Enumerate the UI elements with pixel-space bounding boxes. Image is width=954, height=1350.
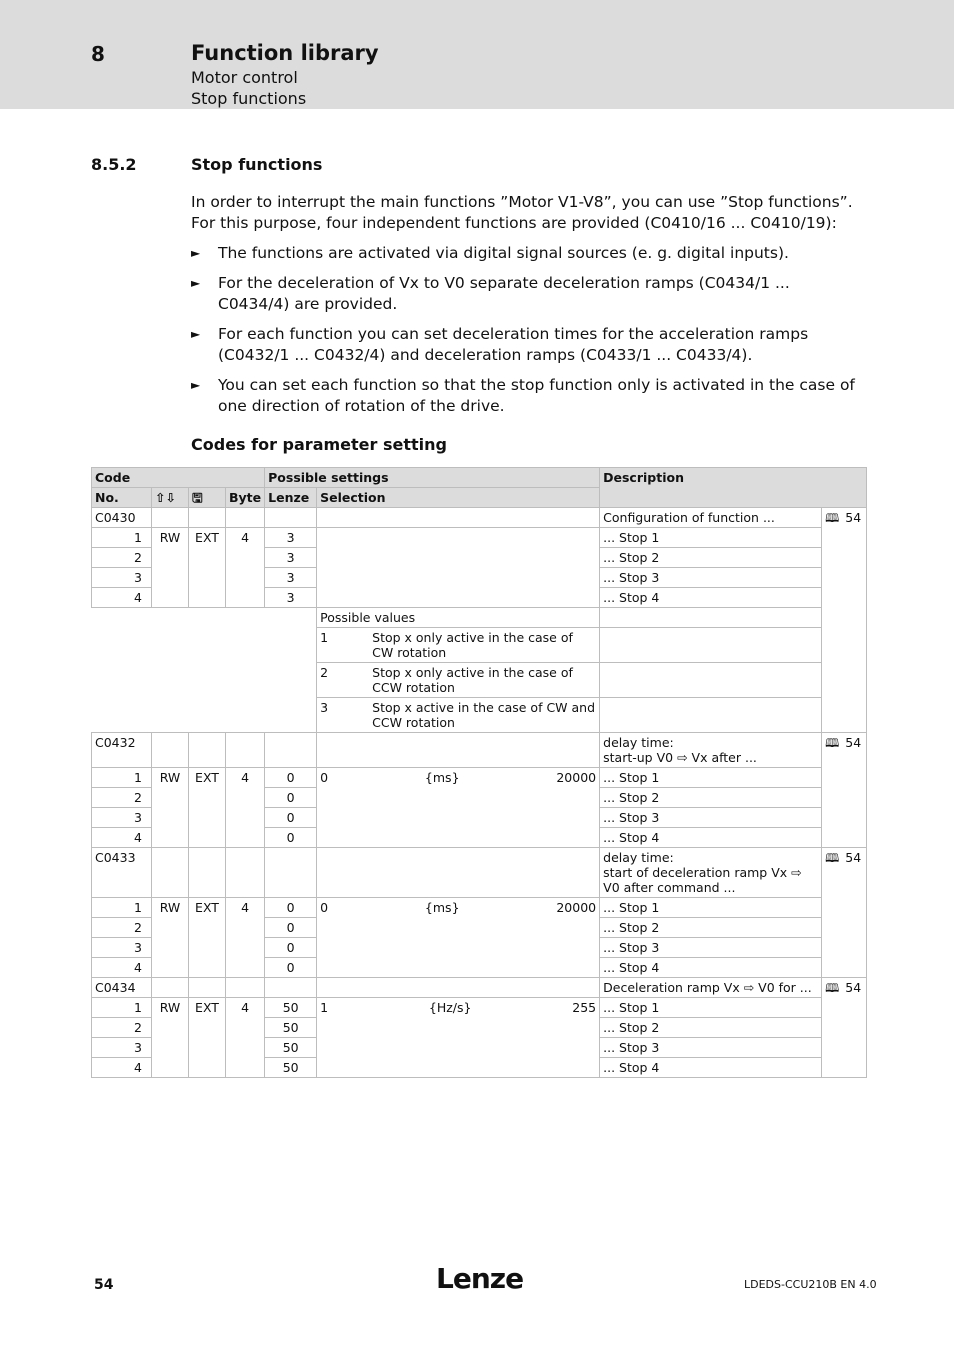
table-row: 2 Stop x only active in the case of CCW rotation [92,663,867,698]
list-item [191,375,866,417]
possible-values-label: Possible values [317,608,600,628]
table-row: 1 RW EXT 4 3 ... Stop 1 [92,528,867,548]
table-row: 4 0 ... Stop 4 [92,958,867,978]
triangle-bullet-icon: ► [191,276,201,290]
table-row: 1 RW EXT 4 50 1 {Hz/s} 255 ... Stop 1 [92,998,867,1018]
code-cell: C0434 [92,978,152,998]
description-cell: delay time: start-up V0 ⇨ Vx after ... [600,733,822,768]
parameter-table [91,467,867,1078]
col-header-possible-settings: Possible settings [265,468,600,488]
col-header-code: Code [92,468,265,488]
page-number: 54 [94,1277,114,1293]
bullet-text: For the deceleration of Vx to V0 separate deceleration ramps (C0434/1 ... C0434/4) are provided. [218,274,790,313]
table-row: 1 RW EXT 4 0 0 {ms} 20000 ... Stop 1 [92,768,867,788]
table-row [92,608,867,628]
table-row: 3 0 ... Stop 3 [92,938,867,958]
description-cell: delay time: start of deceleration ramp Vx ⇨ V0 after command ... [600,848,822,898]
triangle-bullet-icon: ► [191,378,201,392]
col-header-description: Description [600,468,867,508]
lenze-logo: Lenze [436,1262,524,1295]
table-row: 3 Stop x active in the case of CW and CCW rotation [92,698,867,733]
chapter-subtitle-2: Stop functions [191,89,307,108]
table-row: 3 3 ... Stop 3 [92,568,867,588]
book-icon: 🕮 [825,511,840,525]
col-header-selection: Selection [317,488,600,508]
save-disk-icon: 🖫 [189,488,226,508]
chapter-header [0,0,954,109]
table-header-row [92,468,867,488]
description-cell: Configuration of function ... [600,508,822,528]
page-reference: 🕮 54 [822,508,867,733]
table-row [92,508,867,528]
table-row [92,978,867,998]
page-reference: 🕮 54 [822,978,867,1078]
book-icon: 🕮 [825,851,840,865]
chapter-title: Function library [191,41,379,65]
chapter-number: 8 [91,42,105,66]
page-reference: 🕮 54 [822,733,867,848]
table-row: 1 Stop x only active in the case of CW rotation [92,628,867,663]
section-number: 8.5.2 [91,155,137,174]
col-header-no: No. [92,488,152,508]
table-row: 4 50 ... Stop 4 [92,1058,867,1078]
table-row: 4 0 ... Stop 4 [92,828,867,848]
table-row: 3 50 ... Stop 3 [92,1038,867,1058]
chapter-subtitle-1: Motor control [191,68,298,87]
table-row: 4 3 ... Stop 4 [92,588,867,608]
table-row: 3 0 ... Stop 3 [92,808,867,828]
table-row: 2 0 ... Stop 2 [92,918,867,938]
page-reference: 🕮 54 [822,848,867,978]
table-row [92,848,867,898]
list-item [191,273,866,315]
triangle-bullet-icon: ► [191,327,201,341]
document-id: LDEDS-CCU210B EN 4.0 [744,1278,877,1291]
code-cell: C0433 [92,848,152,898]
code-cell: C0432 [92,733,152,768]
bullet-text: For each function you can set deceleration times for the acceleration ramps (C0432/1 ... C0432/4) and deceleration ramps (C0433/1 ... C0433/4). [218,325,809,364]
intro-paragraph: In order to interrupt the main functions ”Motor V1-V8”, you can use ”Stop functions”. For this purpose, four independent functions are provided (C0410/16 ... C0410/19): [191,193,853,232]
bullet-text: The functions are activated via digital signal sources (e. g. digital inputs). [218,244,789,262]
code-cell: C0430 [92,508,152,528]
col-header-lenze: Lenze [265,488,317,508]
table-row: 2 50 ... Stop 2 [92,1018,867,1038]
book-icon: 🕮 [825,981,840,995]
book-icon: 🕮 [825,736,840,750]
codes-heading: Codes for parameter setting [191,435,447,454]
list-item [191,324,866,366]
col-header-byte: Byte [226,488,265,508]
list-item [191,243,866,264]
table-row: 2 3 ... Stop 2 [92,548,867,568]
bullet-text: You can set each function so that the stop function only is activated in the case of one direction of rotation of the drive. [218,376,855,415]
bullet-list [191,243,866,426]
table-row: 2 0 ... Stop 2 [92,788,867,808]
description-cell: Deceleration ramp Vx ⇨ V0 for ... [600,978,822,998]
section-title: Stop functions [191,155,323,174]
table-row: 1 RW EXT 4 0 0 {ms} 20000 ... Stop 1 [92,898,867,918]
triangle-bullet-icon: ► [191,246,201,260]
table-row [92,733,867,768]
updown-arrows-icon: ⇧⇩ [152,488,189,508]
